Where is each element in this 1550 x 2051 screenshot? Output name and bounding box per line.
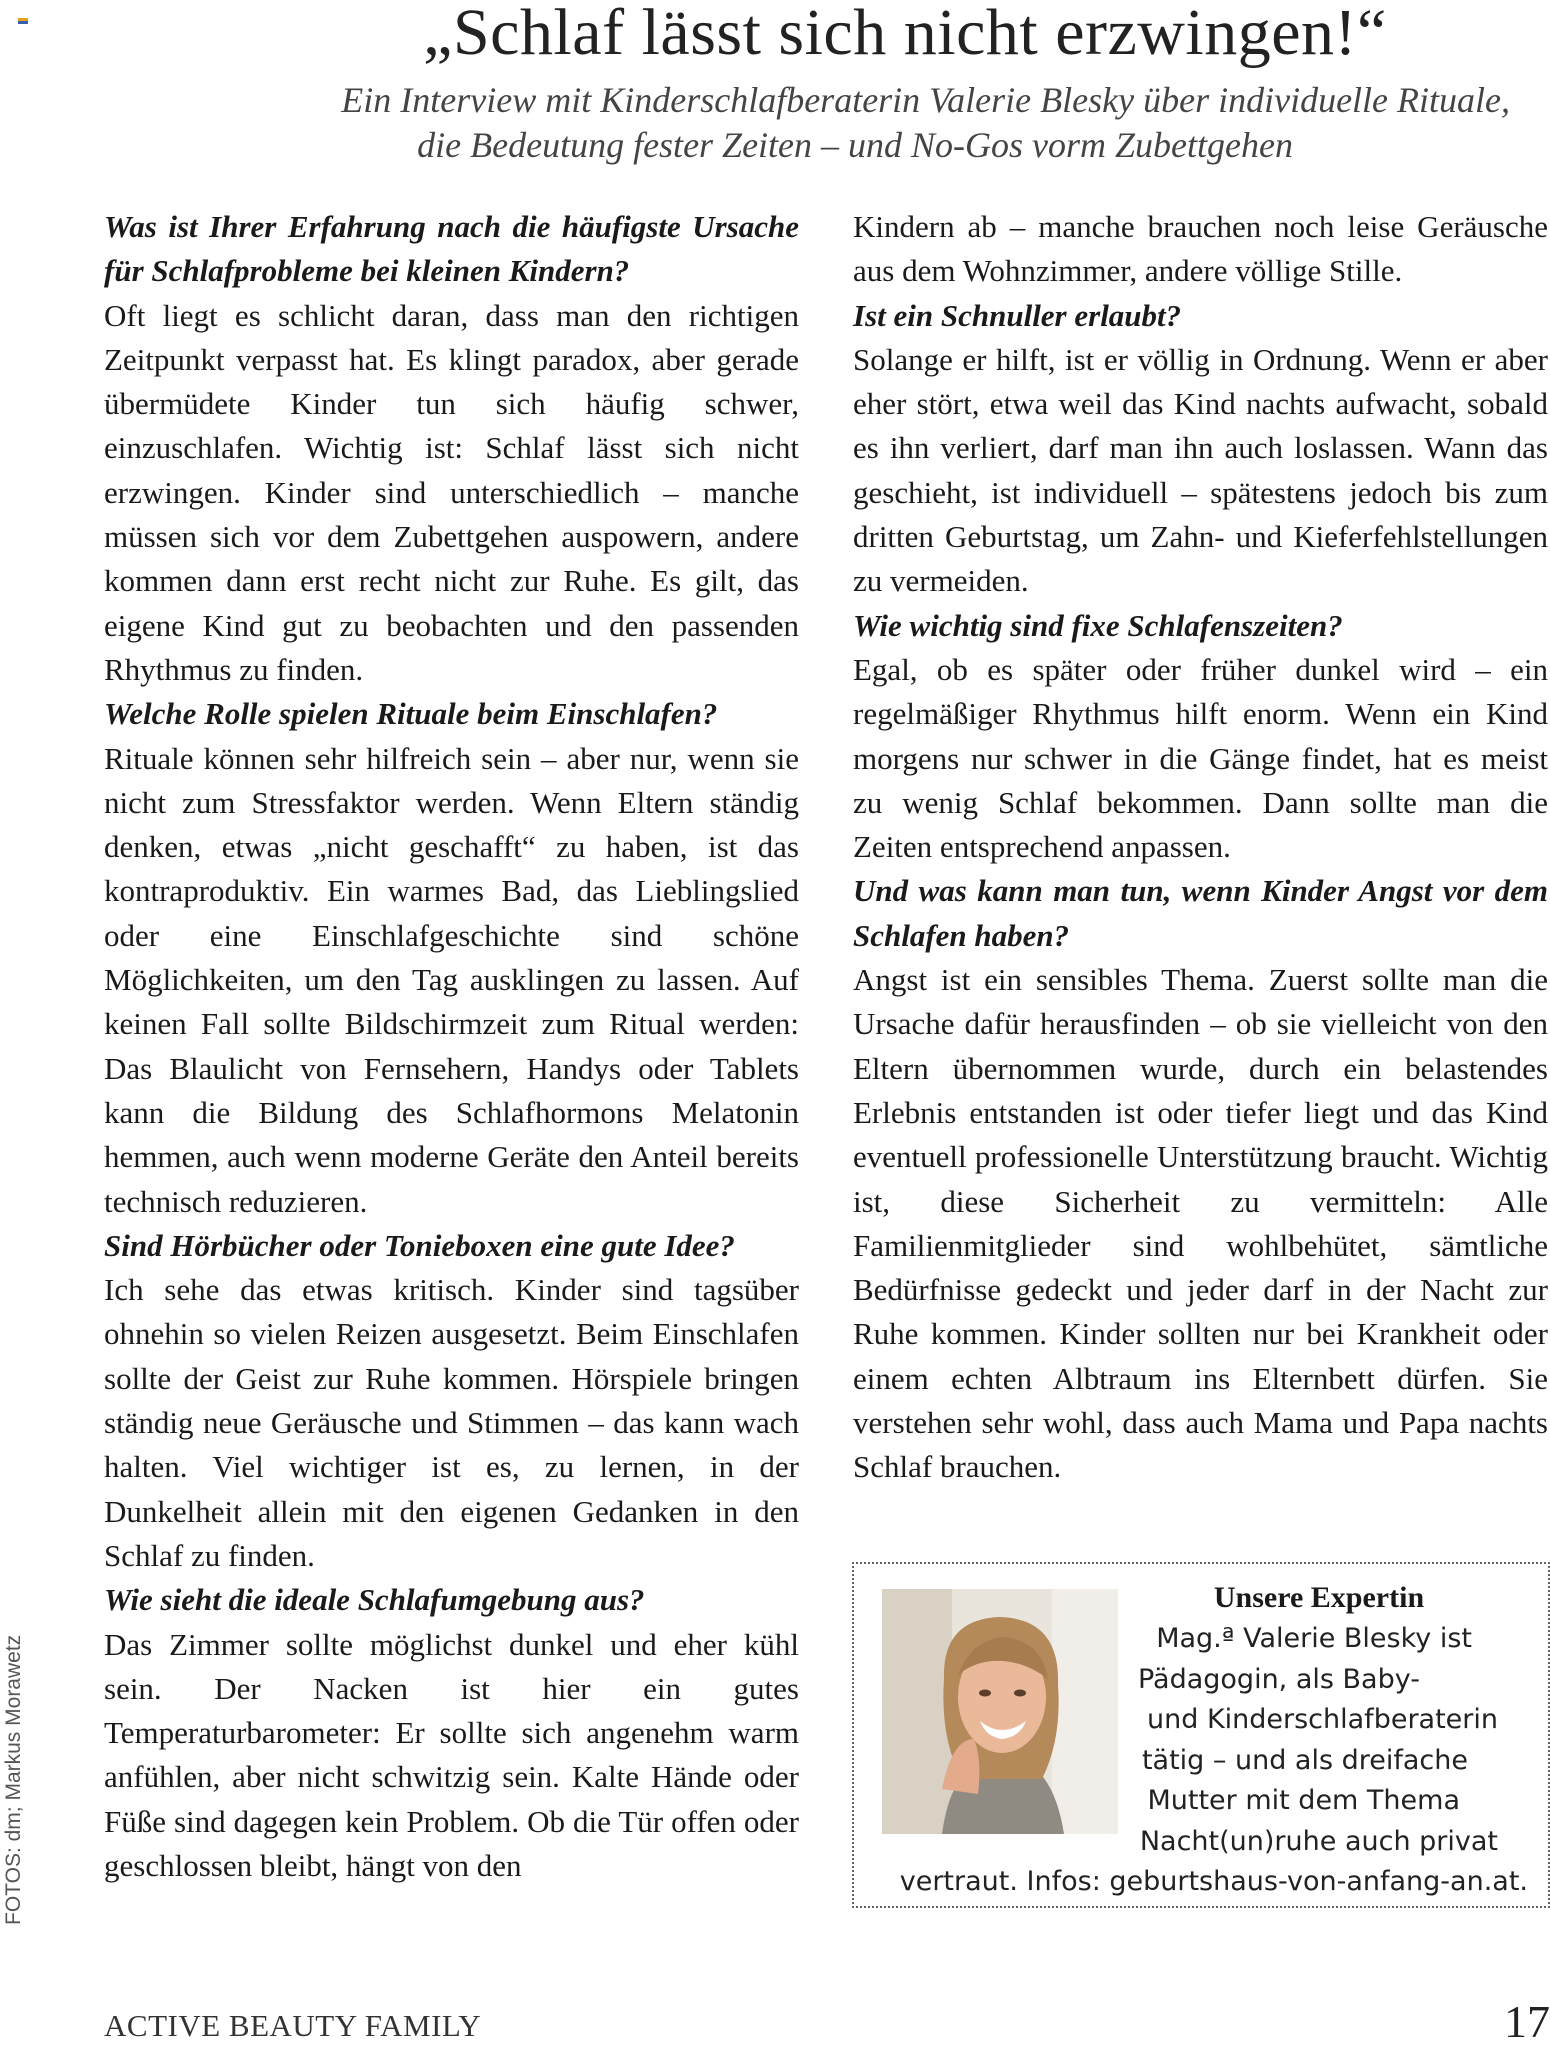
question: Wie sieht die ideale Schlafumgebung aus? [104, 1582, 645, 1618]
question: Welche Rolle spielen Rituale beim Einschlafen? [104, 696, 718, 732]
question: Wie wichtig sind fixe Schlafenszeiten? [853, 607, 1343, 643]
answer: Kindern ab – manche brauchen noch leise Geräusche aus dem Wohnzimmer, andere völlige Stille. [853, 209, 1548, 289]
expert-text-line: Mutter mit dem Thema [1147, 1785, 1460, 1816]
answer: Ich sehe das etwas kritisch. Kinder sind tagsüber ohnehin so vielen Reizen ausgesetzt. Beim Einschlafen sollte der Geist zur Ruhe kommen. Hörspiele bringen ständig neue Geräusche und Stimmen – das kann wach halten. Viel wichtiger ist es, zu lernen, in der Dunkelheit allein mit den eigenen Gedanken in den Schlaf zu finden. [104, 1272, 799, 1573]
question: Und was kann man tun, wenn Kinder Angst vor dem Schlafen haben? [853, 873, 1548, 953]
answer: Rituale können sehr hilfreich sein – aber nur, wenn sie nicht zum Stressfaktor werden. Wenn Eltern ständig denken, etwas „nicht geschafft“ zu haben, ist das kontraproduktiv. Ein warmes Bad, das Lieblingslied oder eine Einschlafgeschichte sind schöne Möglichkeiten, um den Tag ausklingen zu lassen. Auf keinen Fall sollte Bildschirmzeit zum Ritual werden: Das Blaulicht von Fernsehern, Handys oder Tablets kann die Bildung des Schlafhormons Melatonin hemmen, auch wenn moderne Geräte den Anteil bereits technisch reduzieren. [104, 740, 799, 1219]
expert-text-line: vertraut. Infos: geburtshaus-von-anfang-an.at. [899, 1866, 1528, 1897]
right-column [853, 205, 1548, 1490]
article-subtitle [140, 78, 1510, 168]
answer: Egal, ob es später oder früher dunkel wird – ein regelmäßiger Rhythmus hilft enorm. Wenn ein Kind morgens nur schwer in die Gänge findet, hat es meist zu wenig Schlaf bekommen. Dann sollte man die Zeiten entsprechend anpassen. [853, 651, 1548, 865]
expert-text-line: Nacht(un)ruhe auch privat [1139, 1825, 1498, 1857]
answer: Oft liegt es schlicht daran, dass man den richtigen Zeitpunkt verpasst hat. Es klingt paradox, aber gerade übermüdete Kinder tun sich häufig schwer, einzuschlafen. Wichtig ist: Schlaf lässt sich nicht erzwingen. Kinder sind unterschiedlich – manche müssen sich vor dem Zubettgehen auspowern, andere kommen dann erst recht nicht zur Ruhe. Es gilt, das eigene Kind gut zu beobachten und den passenden Rhythmus zu finden. [104, 297, 799, 687]
expert-box-text [854, 1619, 1528, 1903]
expert-text-line: und Kinderschlafberaterin [1147, 1704, 1498, 1735]
question: Sind Hörbücher oder Tonieboxen eine gute Idee? [104, 1227, 735, 1263]
answer: Das Zimmer sollte möglichst dunkel und eher kühl sein. Der Nacken ist hier ein gutes Temperaturbarometer: Er sollte sich angenehm warm anfühlen, aber nicht schwitzig sein. Kalte Hände oder Füße sind dagegen kein Problem. Ob die Tür offen oder geschlossen bleibt, hängt von den [104, 1626, 799, 1883]
expert-text-line: Mag.ª Valerie Blesky ist [1156, 1623, 1472, 1654]
expert-text-line: tätig – und als dreifache [1141, 1744, 1468, 1776]
question: Ist ein Schnuller erlaubt? [853, 297, 1182, 333]
expert-info-box [852, 1562, 1550, 1908]
left-column [104, 205, 799, 1888]
expert-text-line: Pädagogin, als Baby- [1137, 1663, 1420, 1695]
subtitle-line-1: Ein Interview mit Kinderschlafberaterin Valerie Blesky über individuelle Rituale, [341, 80, 1510, 120]
answer: Solange er hilft, ist er völlig in Ordnung. Wenn er aber eher stört, etwa weil das Kind nachts aufwacht, sobald es ihn verliert, darf man ihn auch loslassen. Wann das geschieht, ist individuell – spätestens jedoch bis zum dritten Geburtstag, um Zahn- und Kieferfehlstellungen zu vermeiden. [853, 341, 1548, 599]
expert-box-title: Unsere Expertin [1213, 1581, 1425, 1614]
subtitle-line-2: die Bedeutung fester Zeiten – und No-Gos vorm Zubettgehen [417, 125, 1293, 165]
page-number: 17 [1504, 1996, 1550, 2047]
answer: Angst ist ein sensibles Thema. Zuerst sollte man die Ursache dafür herausfinden – ob sie vielleicht von den Eltern übernommen wurde, durch ein belastendes Erlebnis entstanden ist oder tiefer liegt und das Kind eventuell professionelle Unterstützung braucht. Wichtig ist, diese Sicherheit zu vermitteln: Alle Familienmitglieder sind wohlbehütet, sämtliche Bedürfnisse gedeckt und jeder darf in der Nacht zur Ruhe kommen. Kinder sollten nur bei Krankheit oder einem echten Albtraum ins Elternbett dürfen. Sie verstehen sehr wohl, dass auch Mama und Papa nachts Schlaf brauchen. [853, 962, 1548, 1485]
magazine-name: ACTIVE BEAUTY FAMILY [104, 2008, 482, 2043]
question: Was ist Ihrer Erfahrung nach die häufigste Ursache für Schlafprobleme bei kleinen Kindern? [104, 209, 799, 289]
photo-credit: FOTOS: dm; Markus Morawetz [2, 1634, 25, 1925]
article-headline: „Schlaf lässt sich nicht erzwingen!“ [423, 0, 1387, 69]
